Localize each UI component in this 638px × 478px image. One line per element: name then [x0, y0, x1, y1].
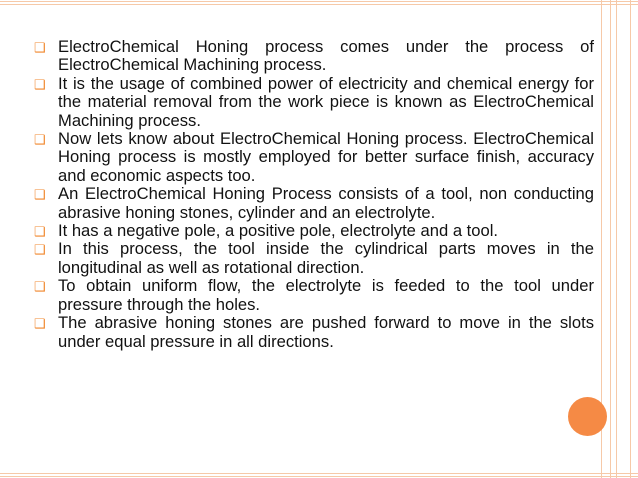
bullet-text: ElectroChemical Honing process comes under the process of ElectroChemical Machining process.: [58, 37, 594, 75]
bullet-text: In this process, the tool inside the cylindrical parts moves in the longitudinal as well as rotational direction.: [58, 239, 594, 277]
square-bullet-icon: ❑: [34, 224, 46, 240]
bullet-item: [32, 38, 594, 75]
bullet-text: To obtain uniform flow, the electrolyte is feeded to the tool under pressure through the holes.: [58, 276, 594, 314]
accent-circle: [568, 397, 607, 436]
bullet-item: [32, 130, 594, 185]
square-bullet-icon: ❑: [34, 187, 46, 203]
bullet-text: The abrasive honing stones are pushed forward to move in the slots under equal pressure in all directions.: [58, 313, 594, 351]
bullet-text: It has a negative pole, a positive pole, electrolyte and a tool.: [58, 221, 499, 241]
square-bullet-icon: ❑: [34, 76, 46, 92]
frame-line-bottom-inner: [0, 473, 638, 474]
frame-line-top-inner: [0, 4, 638, 5]
bullet-text: Now lets know about ElectroChemical Honing process. ElectroChemical Honing process is mostly employed for better surface finish, accuracy and economic aspects too.: [58, 129, 594, 185]
square-bullet-icon: ❑: [34, 40, 46, 55]
bullet-item: [32, 222, 594, 240]
bullet-text: An ElectroChemical Honing Process consists of a tool, non conducting abrasive honing stones, cylinder and an electrolyte.: [58, 184, 594, 222]
frame-line-top: [0, 1, 638, 2]
square-bullet-icon: ❑: [34, 279, 46, 295]
bullet-item: [32, 314, 594, 351]
frame-line-right-4: [630, 0, 631, 478]
square-bullet-icon: ❑: [34, 132, 46, 148]
square-bullet-icon: ❑: [34, 242, 46, 258]
bullet-text: It is the usage of combined power of electricity and chemical energy for the material removal from the work piece is known as ElectroChemical Machining process.: [58, 73, 594, 130]
bullet-list: [32, 38, 594, 351]
bullet-item: [32, 277, 594, 314]
frame-line-bottom: [0, 476, 638, 477]
bullet-item: [32, 185, 594, 222]
frame-line-right-2: [610, 0, 611, 478]
square-bullet-icon: ❑: [34, 316, 46, 332]
bullet-item: [32, 75, 594, 130]
frame-line-right-3: [616, 0, 617, 478]
bullet-item: [32, 240, 594, 277]
